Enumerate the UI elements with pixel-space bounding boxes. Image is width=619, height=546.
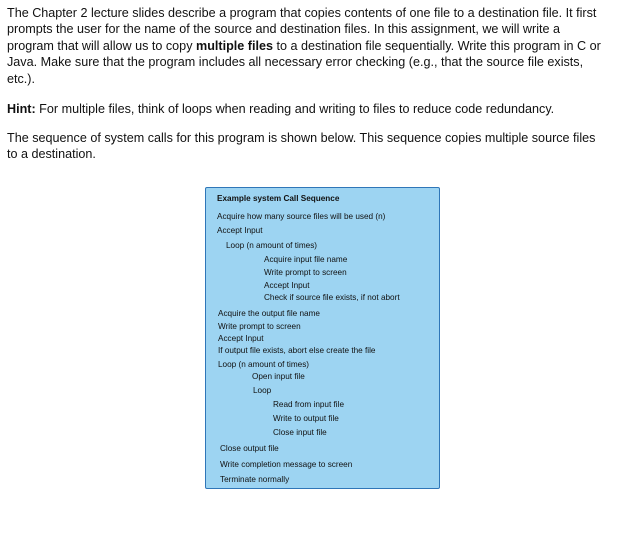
intro-paragraph (7, 5, 607, 87)
sequence-line: Close input file (273, 428, 327, 437)
sequence-line: Accept Input (217, 226, 263, 235)
intro-emphasis: multiple files (196, 38, 273, 53)
intro-text-part1: The Chapter 2 lecture slides describe a program that copies contents of one file to a destination file. It first prompts the user for the name of the source and destination files. In this assignment, we will write a program that will allow us to copy (7, 6, 597, 53)
sequence-line: Write to output file (273, 414, 339, 423)
sequence-line: If output file exists, abort else create the file (218, 346, 376, 355)
sequence-line: Close output file (220, 444, 279, 453)
sequence-title: Example system Call Sequence (217, 194, 340, 203)
hint-label: Hint: (7, 102, 36, 116)
sequence-line: Write completion message to screen (220, 460, 353, 469)
sequence-line: Check if source file exists, if not abort (264, 293, 400, 302)
sequence-line: Acquire the output file name (218, 309, 320, 318)
sequence-line: Write prompt to screen (218, 322, 301, 331)
system-call-sequence-box (205, 187, 440, 489)
sequence-line: Loop (n amount of times) (218, 360, 310, 369)
hint-paragraph (7, 101, 607, 117)
sequence-line: Open input file (252, 372, 305, 381)
sequence-line: Accept Input (264, 281, 310, 290)
sequence-line: Write prompt to screen (264, 268, 347, 277)
sequence-description: The sequence of system calls for this program is shown below. This sequence copies multiple source files to a destination. (7, 131, 596, 162)
sequence-line: Accept Input (218, 334, 264, 343)
intro-text-part2: to a destination file sequentially. Write this program in C or Java. Make sure that the program includes all necessary error checking (e.g., that the source file exists, etc.). (7, 38, 601, 86)
hint-text: For multiple files, think of loops when reading and writing to files to reduce code redundancy. (35, 102, 555, 116)
sequence-line: Acquire input file name (264, 255, 348, 264)
sequence-line: Read from input file (273, 400, 344, 409)
sequence-line: Loop (253, 386, 272, 395)
sequence-line: Acquire how many source files will be used (n) (217, 212, 386, 221)
sequence-line: Loop (n amount of times) (226, 241, 318, 250)
sequence-line: Terminate normally (220, 475, 290, 484)
